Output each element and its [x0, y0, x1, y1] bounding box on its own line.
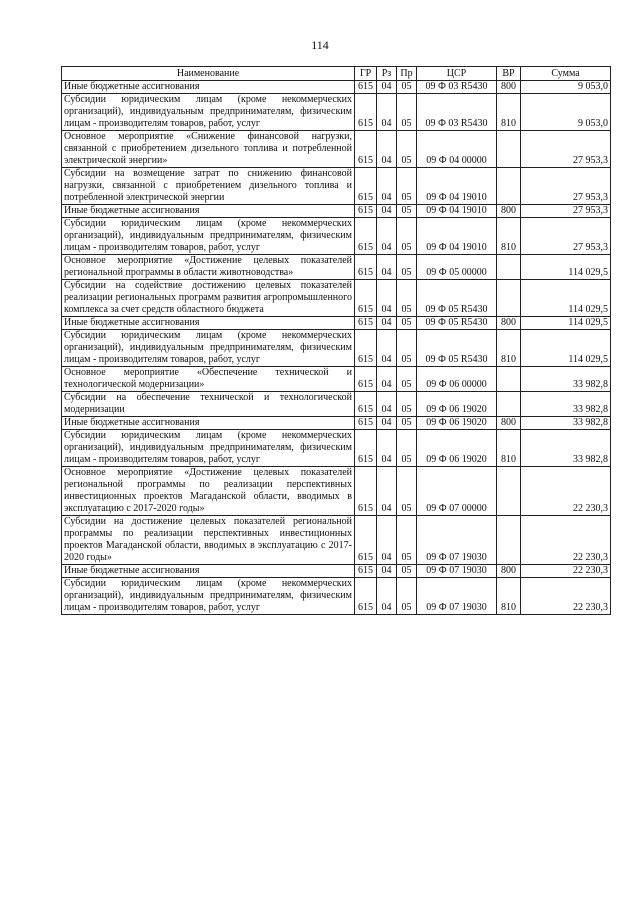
cell-gr: 615: [355, 94, 377, 131]
cell-gr: 615: [355, 280, 377, 317]
cell-name: Субсидии юридическим лицам (кроме некоммерческих организаций), индивидуальным предпринимателям, физическим лицам - производителям товаров, работ, услуг: [62, 218, 355, 255]
cell-sum: 9 053,0: [521, 94, 611, 131]
column-header-csr: ЦСР: [417, 67, 497, 81]
cell-gr: 615: [355, 430, 377, 467]
cell-sum: 114 029,5: [521, 330, 611, 367]
cell-sum: 33 982,8: [521, 430, 611, 467]
cell-vr: [497, 280, 521, 317]
cell-name: Субсидии на содействие достижению целевых показателей реализации региональных программ развития агропромышленного комплекса за счет средств областного бюджета: [62, 280, 355, 317]
cell-csr: 09 Ф 04 00000: [417, 131, 497, 168]
cell-pr: 05: [397, 218, 417, 255]
cell-rz: 04: [377, 131, 397, 168]
cell-rz: 04: [377, 430, 397, 467]
cell-name: Иные бюджетные ассигнования: [62, 81, 355, 94]
table-row: [62, 168, 611, 205]
cell-vr: [497, 516, 521, 565]
cell-vr: [497, 168, 521, 205]
table-row: [62, 131, 611, 168]
cell-name: Иные бюджетные ассигнования: [62, 317, 355, 330]
cell-csr: 09 Ф 07 19030: [417, 516, 497, 565]
cell-pr: 05: [397, 330, 417, 367]
cell-csr: 09 Ф 04 19010: [417, 205, 497, 218]
cell-sum: 22 230,3: [521, 467, 611, 516]
cell-gr: 615: [355, 367, 377, 392]
table-row: [62, 430, 611, 467]
cell-vr: [497, 367, 521, 392]
cell-csr: 09 Ф 06 19020: [417, 392, 497, 417]
cell-rz: 04: [377, 218, 397, 255]
cell-gr: 615: [355, 516, 377, 565]
cell-vr: 800: [497, 317, 521, 330]
table-row: [62, 218, 611, 255]
cell-name: Субсидии юридическим лицам (кроме некоммерческих организаций), индивидуальным предпринимателям, физическим лицам - производителям товаров, работ, услуг: [62, 330, 355, 367]
table-row: [62, 578, 611, 615]
cell-name: Субсидии юридическим лицам (кроме некоммерческих организаций), индивидуальным предпринимателям, физическим лицам - производителям товаров, работ, услуг: [62, 430, 355, 467]
cell-name: Основное мероприятие «Обеспечение технической и технологической модернизации»: [62, 367, 355, 392]
cell-rz: 04: [377, 467, 397, 516]
cell-rz: 04: [377, 392, 397, 417]
cell-name: Субсидии на обеспечение технической и технологической модернизации: [62, 392, 355, 417]
cell-vr: 800: [497, 205, 521, 218]
cell-gr: 615: [355, 205, 377, 218]
column-header-rz: Рз: [377, 67, 397, 81]
table-row: [62, 330, 611, 367]
cell-sum: 27 953,3: [521, 205, 611, 218]
cell-rz: 04: [377, 255, 397, 280]
cell-csr: 09 Ф 05 R5430: [417, 317, 497, 330]
cell-pr: 05: [397, 417, 417, 430]
cell-pr: 05: [397, 467, 417, 516]
cell-name: Субсидии юридическим лицам (кроме некоммерческих организаций), индивидуальным предпринимателям, физическим лицам - производителям товаров, работ, услуг: [62, 578, 355, 615]
cell-pr: 05: [397, 367, 417, 392]
cell-sum: 22 230,3: [521, 578, 611, 615]
cell-rz: 04: [377, 94, 397, 131]
cell-vr: 810: [497, 94, 521, 131]
cell-pr: 05: [397, 317, 417, 330]
column-header-gr: ГР: [355, 67, 377, 81]
column-header-vr: ВР: [497, 67, 521, 81]
cell-name: Основное мероприятие «Снижение финансовой нагрузки, связанной с приобретением дизельного топлива и потребленной электрической энергии»: [62, 131, 355, 168]
cell-rz: 04: [377, 330, 397, 367]
column-header-sum: Сумма: [521, 67, 611, 81]
cell-csr: 09 Ф 06 00000: [417, 367, 497, 392]
table-row: [62, 317, 611, 330]
cell-vr: [497, 467, 521, 516]
cell-csr: 09 Ф 05 R5430: [417, 280, 497, 317]
cell-rz: 04: [377, 516, 397, 565]
table-row: [62, 565, 611, 578]
table-row: [62, 392, 611, 417]
table-row: [62, 280, 611, 317]
cell-pr: 05: [397, 205, 417, 218]
page-number: 114: [311, 38, 329, 52]
cell-vr: [497, 131, 521, 168]
table-body: [62, 81, 611, 615]
cell-name: Субсидии на достижение целевых показателей региональной программы по реализации перспективных инвестиционных проектов Магаданской области, вводимых в эксплуатацию с 2017-2020 годы»: [62, 516, 355, 565]
cell-vr: [497, 392, 521, 417]
cell-vr: 810: [497, 578, 521, 615]
cell-rz: 04: [377, 205, 397, 218]
cell-gr: 615: [355, 565, 377, 578]
table-row: [62, 467, 611, 516]
cell-sum: 9 053,0: [521, 81, 611, 94]
cell-sum: 33 982,8: [521, 417, 611, 430]
budget-table: [61, 66, 611, 615]
cell-gr: 615: [355, 417, 377, 430]
cell-pr: 05: [397, 81, 417, 94]
cell-csr: 09 Ф 07 00000: [417, 467, 497, 516]
table-row: [62, 205, 611, 218]
cell-name: Основное мероприятие «Достижение целевых показателей региональной программы в области животноводства»: [62, 255, 355, 280]
column-header-name: Наименование: [62, 67, 355, 81]
table-row: [62, 94, 611, 131]
cell-sum: 22 230,3: [521, 565, 611, 578]
cell-csr: 09 Ф 07 19030: [417, 565, 497, 578]
cell-csr: 09 Ф 04 19010: [417, 168, 497, 205]
cell-pr: 05: [397, 168, 417, 205]
cell-csr: 09 Ф 04 19010: [417, 218, 497, 255]
cell-pr: 05: [397, 392, 417, 417]
cell-sum: 22 230,3: [521, 516, 611, 565]
cell-csr: 09 Ф 03 R5430: [417, 81, 497, 94]
table-row: [62, 255, 611, 280]
cell-name: Субсидии юридическим лицам (кроме некоммерческих организаций), индивидуальным предпринимателям, физическим лицам - производителям товаров, работ, услуг: [62, 94, 355, 131]
cell-name: Иные бюджетные ассигнования: [62, 205, 355, 218]
cell-rz: 04: [377, 280, 397, 317]
cell-gr: 615: [355, 317, 377, 330]
cell-gr: 615: [355, 81, 377, 94]
cell-vr: [497, 255, 521, 280]
cell-vr: 810: [497, 218, 521, 255]
cell-sum: 33 982,8: [521, 367, 611, 392]
cell-rz: 04: [377, 565, 397, 578]
cell-sum: 27 953,3: [521, 131, 611, 168]
cell-vr: 800: [497, 565, 521, 578]
table-row: [62, 367, 611, 392]
cell-rz: 04: [377, 367, 397, 392]
cell-vr: 810: [497, 330, 521, 367]
cell-pr: 05: [397, 280, 417, 317]
cell-pr: 05: [397, 94, 417, 131]
table-row: [62, 417, 611, 430]
cell-pr: 05: [397, 565, 417, 578]
cell-name: Иные бюджетные ассигнования: [62, 565, 355, 578]
cell-pr: 05: [397, 430, 417, 467]
cell-gr: 615: [355, 255, 377, 280]
cell-gr: 615: [355, 578, 377, 615]
cell-pr: 05: [397, 578, 417, 615]
cell-name: Основное мероприятие «Достижение целевых показателей региональной программы по реализации перспективных инвестиционных проектов Магаданской области, вводимых в эксплуатацию с 2017-2020 годы»: [62, 467, 355, 516]
cell-csr: 09 Ф 03 R5430: [417, 94, 497, 131]
cell-rz: 04: [377, 168, 397, 205]
cell-sum: 33 982,8: [521, 392, 611, 417]
table-row: [62, 81, 611, 94]
cell-csr: 09 Ф 06 19020: [417, 417, 497, 430]
cell-gr: 615: [355, 467, 377, 516]
cell-gr: 615: [355, 168, 377, 205]
cell-vr: 800: [497, 81, 521, 94]
column-header-pr: Пр: [397, 67, 417, 81]
cell-rz: 04: [377, 417, 397, 430]
cell-name: Субсидии на возмещение затрат по снижению финансовой нагрузки, связанной с приобретением дизельного топлива и потребленной электрической энергии: [62, 168, 355, 205]
cell-gr: 615: [355, 392, 377, 417]
cell-sum: 114 029,5: [521, 280, 611, 317]
cell-vr: 800: [497, 417, 521, 430]
cell-gr: 615: [355, 330, 377, 367]
cell-gr: 615: [355, 131, 377, 168]
cell-sum: 114 029,5: [521, 317, 611, 330]
cell-pr: 05: [397, 131, 417, 168]
cell-pr: 05: [397, 516, 417, 565]
cell-csr: 09 Ф 05 R5430: [417, 330, 497, 367]
cell-gr: 615: [355, 218, 377, 255]
cell-rz: 04: [377, 317, 397, 330]
cell-sum: 27 953,3: [521, 218, 611, 255]
cell-pr: 05: [397, 255, 417, 280]
cell-csr: 09 Ф 06 19020: [417, 430, 497, 467]
cell-csr: 09 Ф 05 00000: [417, 255, 497, 280]
cell-sum: 114 029,5: [521, 255, 611, 280]
cell-rz: 04: [377, 578, 397, 615]
cell-vr: 810: [497, 430, 521, 467]
table-header-row: [62, 67, 611, 81]
cell-sum: 27 953,3: [521, 168, 611, 205]
table-row: [62, 516, 611, 565]
cell-name: Иные бюджетные ассигнования: [62, 417, 355, 430]
cell-csr: 09 Ф 07 19030: [417, 578, 497, 615]
cell-rz: 04: [377, 81, 397, 94]
